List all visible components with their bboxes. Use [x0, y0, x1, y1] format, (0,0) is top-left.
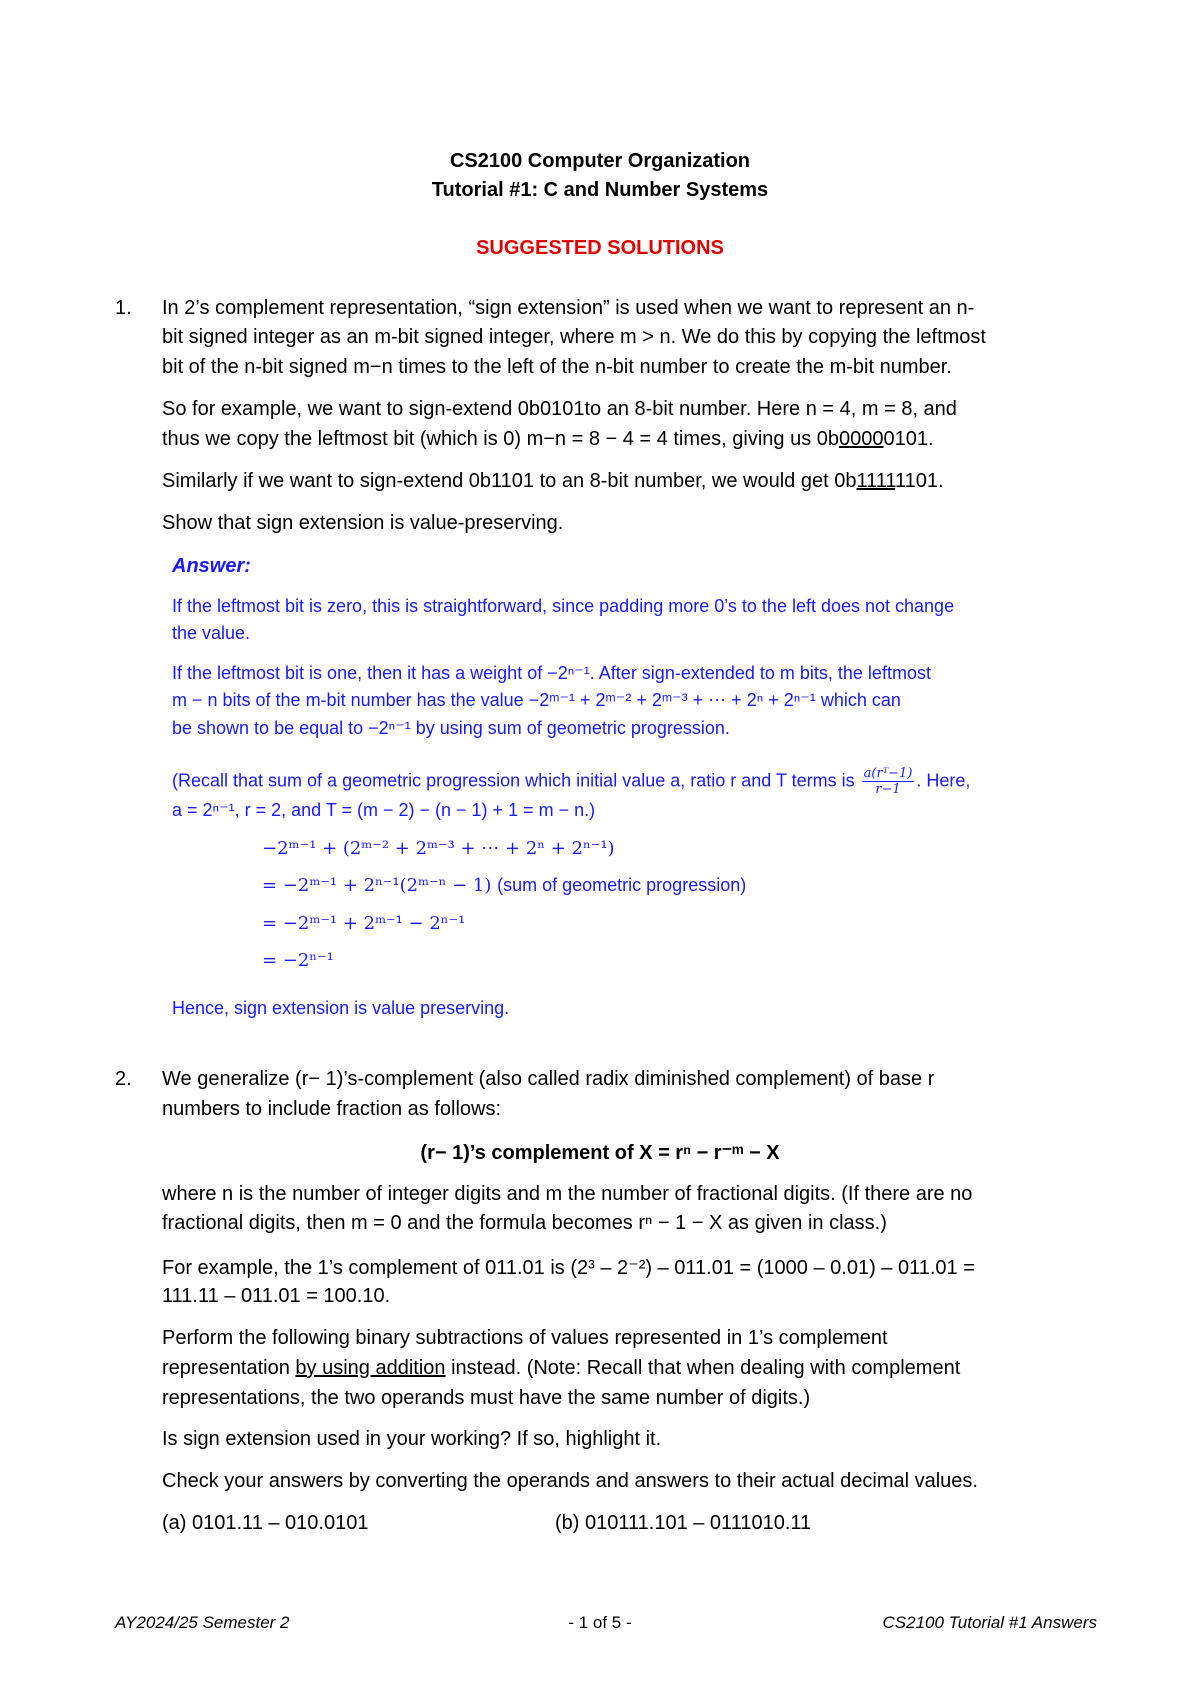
footer-doc-title: CS2100 Tutorial #1 Answers: [882, 1613, 1097, 1632]
underlined-bits: 1111: [856, 470, 896, 492]
equation-text: = −2ᵐ⁻¹ + 2ⁿ⁻¹(2ᵐ⁻ⁿ − 1): [262, 875, 492, 896]
equation-line: −2ᵐ⁻¹ + (2ᵐ⁻² + 2ᵐ⁻³ + ⋯ + 2ⁿ + 2ⁿ⁻¹): [262, 838, 615, 859]
answer-recall-line: a = 2ⁿ⁻¹, r = 2, and T = (m − 2) − (n − 1) + 1 = m − n.): [172, 800, 596, 820]
text-segment: 1101.: [895, 470, 944, 492]
q2-part-b: (b) 010111.101 – 0111010.11: [555, 1512, 812, 1534]
text-segment: instead. (Note: Recall that when dealing with complement: [445, 1357, 961, 1379]
tutorial-title: Tutorial #1: C and Number Systems: [431, 179, 769, 201]
answer-label: Answer:: [172, 555, 251, 577]
q1-task: Show that sign extension is value-preserving.: [162, 512, 564, 534]
question-2-number: 2.: [115, 1068, 132, 1090]
text-segment: 0101.: [883, 428, 934, 450]
underlined-bits: 0000: [839, 428, 884, 450]
q1-text-line: In 2’s complement representation, “sign extension” is used when we want to represent an n-: [162, 297, 975, 319]
q2-text-line: We generalize (r− 1)’s-complement (also called radix diminished complement) of base r: [162, 1068, 935, 1090]
q1-similar-line: [162, 470, 1097, 493]
answer-recall-line: [172, 766, 1097, 797]
answer-text-line: be shown to be equal to −2ⁿ⁻¹ by using sum of geometric progression.: [172, 718, 730, 738]
text-segment: thus we copy the leftmost bit (which is 0) m−n = 8 − 4 = 4 times, giving us 0b: [162, 428, 839, 450]
q2-part-a: (a) 0101.11 – 010.0101: [162, 1512, 369, 1534]
fraction-numerator: a(rᵀ−1): [863, 766, 913, 781]
q2-text-line: where n is the number of integer digits and m the number of fractional digits. (If there are no: [162, 1183, 973, 1205]
answer-text-line: If the leftmost bit is one, then it has a weight of −2ⁿ⁻¹. After sign-extended to m bits, the leftmost: [172, 663, 931, 683]
answer-text-line: the value.: [172, 623, 251, 643]
gp-fraction: [862, 766, 915, 797]
fraction-denominator: r−1: [875, 782, 901, 797]
q2-example-line: 111.11 – 011.01 = 100.10.: [162, 1285, 391, 1307]
text-segment: Similarly if we want to sign-extend 0b1101 to an 8-bit number, we would get 0b: [162, 470, 857, 492]
equation-line: = −2ᵐ⁻¹ + 2ᵐ⁻¹ − 2ⁿ⁻¹: [262, 913, 466, 934]
equation-line: [262, 875, 746, 896]
q1-text-line: bit of the n-bit signed m−n times to the left of the n-bit number to create the m-bit number.: [162, 356, 952, 378]
q2-text-line: representations, the two operands must have the same number of digits.): [162, 1387, 811, 1409]
q1-text-line: bit signed integer as an m-bit signed integer, where m > n. We do this by copying the leftmost: [162, 326, 986, 348]
footer-semester: AY2024/25 Semester 2: [115, 1613, 290, 1632]
q2-text-line: Perform the following binary subtractions of values represented in 1’s complement: [162, 1327, 888, 1349]
q2-example-line: For example, the 1’s complement of 011.01 is (2³ – 2⁻²) – 011.01 = (1000 – 0.01) – 011.01 =: [162, 1257, 975, 1279]
equation-line: = −2ⁿ⁻¹: [262, 950, 334, 971]
underlined-phrase: by using addition: [295, 1357, 446, 1379]
equation-note: (sum of geometric progression): [497, 875, 747, 895]
text-segment: representation: [162, 1357, 296, 1379]
text-segment: . Here,: [916, 770, 971, 791]
q2-text-line: numbers to include fraction as follows:: [162, 1098, 502, 1120]
q1-example-line: So for example, we want to sign-extend 0b0101to an 8-bit number. Here n = 4, m = 8, and: [162, 398, 957, 420]
answer-conclusion: Hence, sign extension is value preserving.: [172, 998, 510, 1018]
solutions-heading: SUGGESTED SOLUTIONS: [476, 237, 724, 259]
q2-text-line: [162, 1357, 1097, 1380]
q2-text-line: Check your answers by converting the operands and answers to their actual decimal values.: [162, 1470, 978, 1492]
text-segment: (Recall that sum of a geometric progression which initial value a, ratio r and T terms is: [172, 770, 855, 791]
question-1-number: 1.: [115, 297, 132, 319]
q2-formula: (r− 1)’s complement of X = rⁿ − r⁻ᵐ − X: [420, 1142, 780, 1164]
course-title: CS2100 Computer Organization: [449, 150, 751, 172]
q2-text-line: Is sign extension used in your working? If so, highlight it.: [162, 1428, 662, 1450]
answer-text-line: If the leftmost bit is zero, this is straightforward, since padding more 0’s to the left does not change: [172, 596, 955, 616]
answer-text-line: m − n bits of the m-bit number has the value −2ᵐ⁻¹ + 2ᵐ⁻² + 2ᵐ⁻³ + ⋯ + 2ⁿ + 2ⁿ⁻¹ which can: [172, 690, 901, 710]
footer-page-number: - 1 of 5 -: [568, 1613, 632, 1632]
q1-example-line: [162, 428, 1097, 451]
q2-text-line: fractional digits, then m = 0 and the formula becomes rⁿ − 1 − X as given in class.): [162, 1212, 887, 1234]
